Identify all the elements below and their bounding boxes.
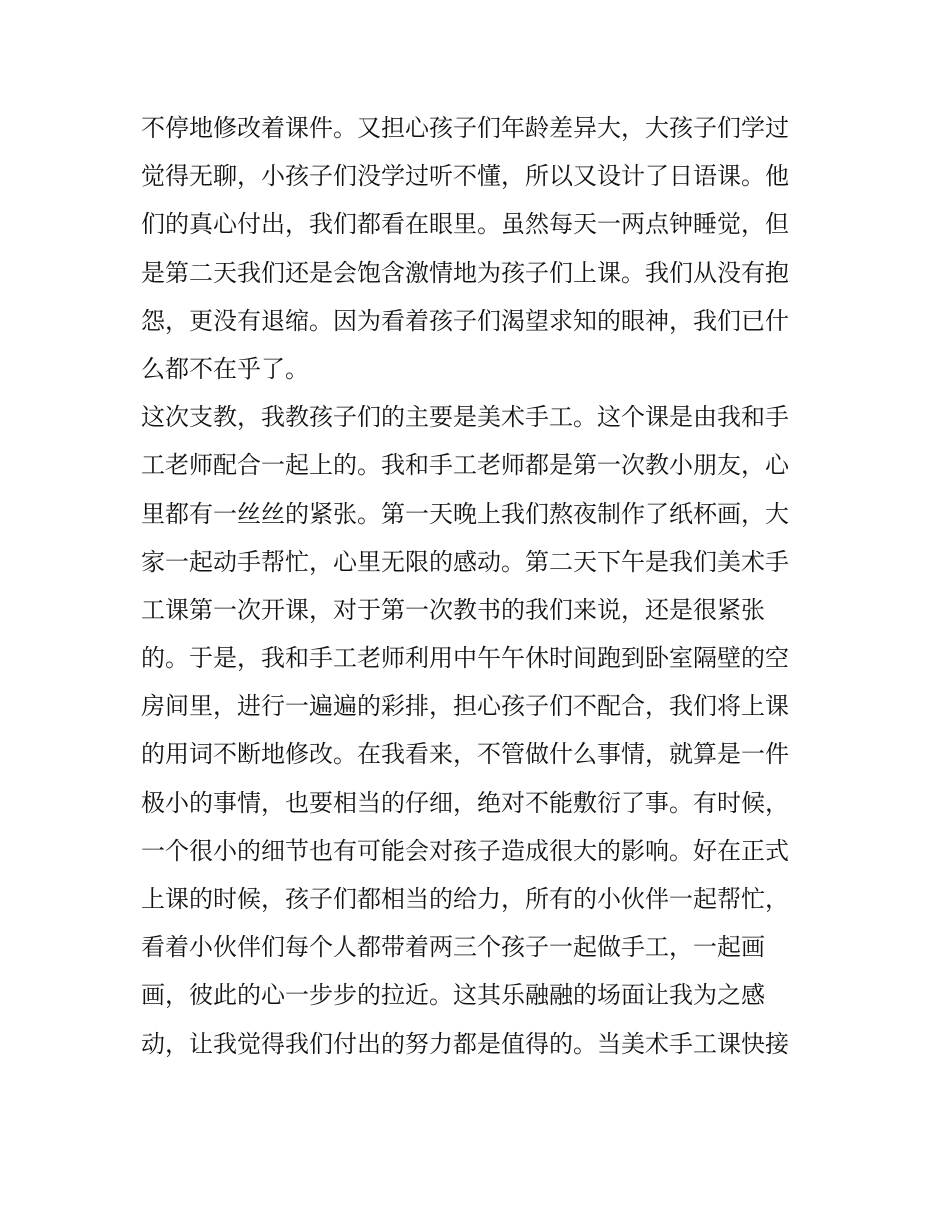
text-line: 怨，更没有退缩。因为看着孩子们渴望求知的眼神，我们已什 <box>141 306 789 335</box>
text-line: 上课的时候，孩子们都相当的给力，所有的小伙伴一起帮忙， <box>141 885 789 913</box>
text-line: 一个很小的细节也有可能会对孩子造成很大的影响。好在正式 <box>141 836 789 865</box>
text-line: 们的真心付出，我们都看在眼里。虽然每天一两点钟睡觉，但 <box>141 210 789 239</box>
text-line: 工课第一次开课，对于第一次教书的我们来说，还是很紧张 <box>141 595 765 624</box>
text-line: 的用词不断地修改。在我看来，不管做什么事情，就算是一件 <box>141 740 789 769</box>
text-line: 看着小伙伴们每个人都带着两三个孩子一起做手工，一起画 <box>141 933 765 962</box>
text-line: 觉得无聊，小孩子们没学过听不懂，所以又设计了日语课。他 <box>141 162 789 191</box>
body-text <box>141 104 821 1068</box>
text-line: 极小的事情，也要相当的仔细，绝对不能敷衍了事。有时候， <box>141 788 789 817</box>
text-line: 么都不在乎了。 <box>141 354 309 383</box>
text-line: 里都有一丝丝的紧张。第一天晚上我们熬夜制作了纸杯画，大 <box>141 499 789 528</box>
text-line: 的。于是，我和手工老师利用中午午休时间跑到卧室隔壁的空 <box>141 644 789 673</box>
text-line: 房间里，进行一遍遍的彩排，担心孩子们不配合，我们将上课 <box>141 692 789 721</box>
text-line: 家一起动手帮忙，心里无限的感动。第二天下午是我们美术手 <box>141 547 789 576</box>
text-line: 画，彼此的心一步步的拉近。这其乐融融的场面让我为之感 <box>141 981 765 1010</box>
text-line: 这次支教，我教孩子们的主要是美术手工。这个课是由我和手 <box>141 403 789 432</box>
text-line: 工老师配合一起上的。我和手工老师都是第一次教小朋友，心 <box>141 451 789 480</box>
text-line: 是第二天我们还是会饱含激情地为孩子们上课。我们从没有抱 <box>141 258 789 287</box>
text-line: 不停地修改着课件。又担心孩子们年龄差异大，大孩子们学过 <box>141 114 789 142</box>
text-line: 动，让我觉得我们付出的努力都是值得的。当美术手工课快接 <box>141 1029 789 1058</box>
